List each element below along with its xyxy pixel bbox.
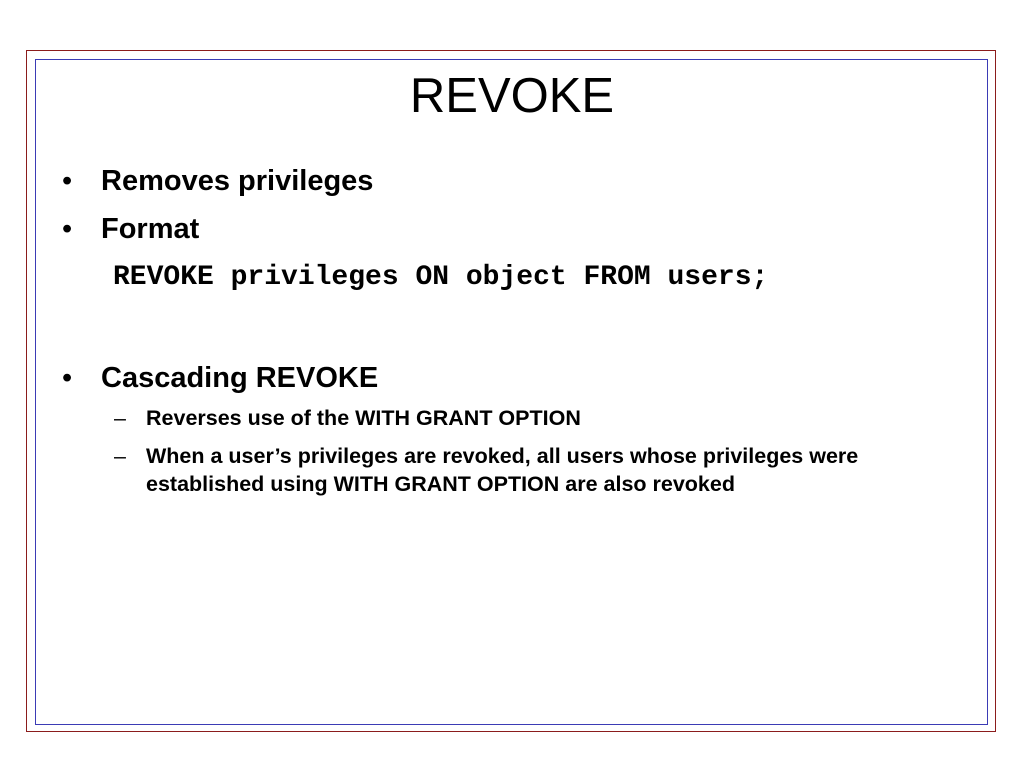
bullet-format [62, 212, 199, 246]
sub-bullet-reverses-grant-option [114, 404, 946, 432]
bullet-cascading-revoke [62, 361, 378, 395]
bullet-text: Format [101, 213, 200, 245]
bullet-text: Cascading REVOKE [101, 362, 379, 394]
revoke-syntax-code: REVOKE privileges ON object FROM users; [113, 262, 769, 293]
bullet-marker: • [62, 362, 73, 394]
sub-bullet-cascade-description [114, 442, 946, 498]
bullet-marker: • [62, 165, 73, 197]
slide-title: REVOKE [409, 69, 615, 123]
sub-bullet-marker: – [114, 444, 126, 468]
sub-bullet-marker: – [114, 406, 126, 430]
bullet-marker: • [62, 213, 73, 245]
sub-bullet-text: When a user’s privileges are revoked, all users whose privileges were established using WITH GRANT OPTION are also revoked [146, 444, 859, 496]
bullet-removes-privileges [62, 164, 373, 198]
sub-bullet-text: Reverses use of the WITH GRANT OPTION [146, 406, 581, 430]
bullet-text: Removes privileges [101, 165, 374, 197]
